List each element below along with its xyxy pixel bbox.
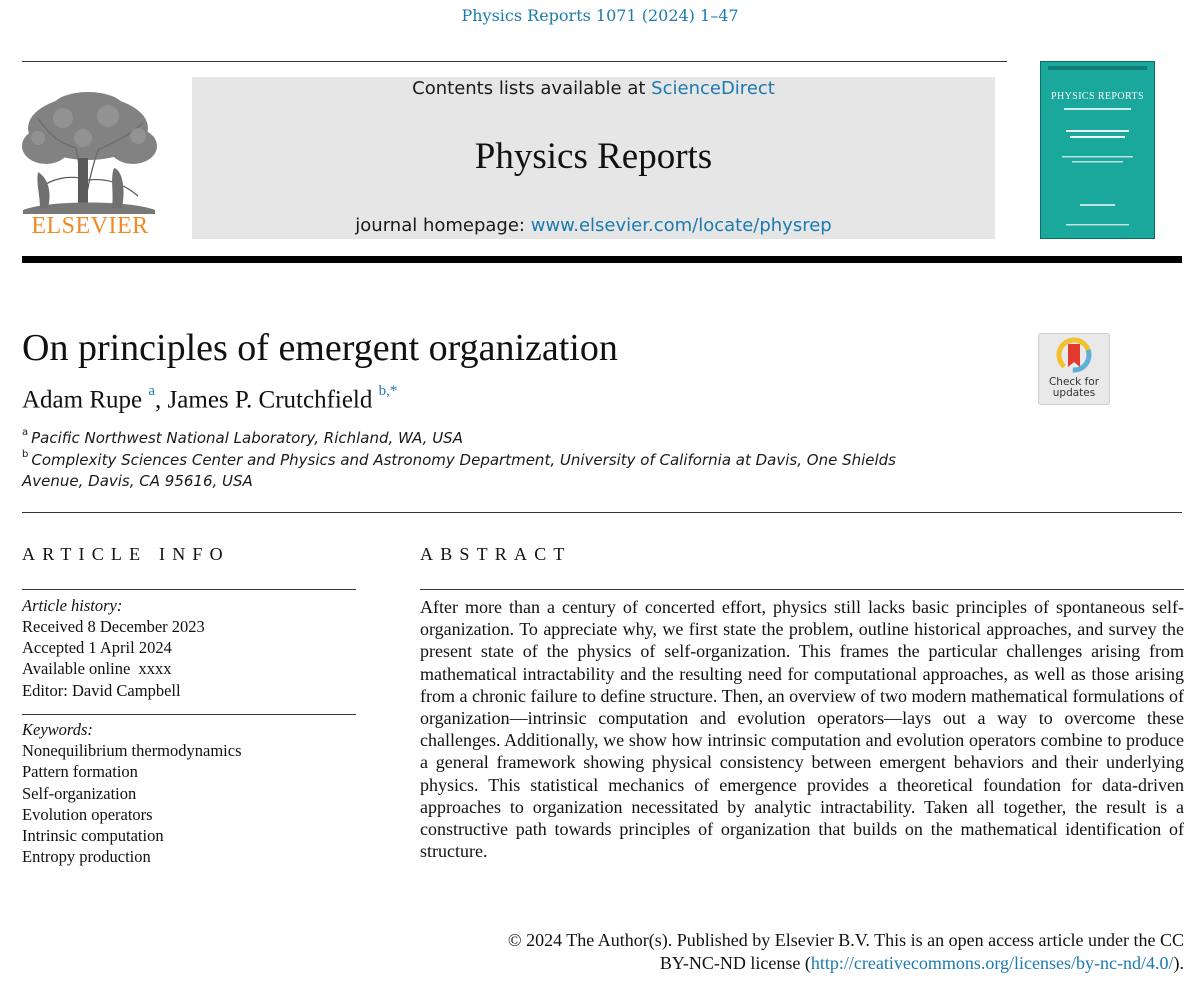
- contents-prefix: Contents lists available at: [412, 78, 652, 99]
- journal-citation[interactable]: Physics Reports 1071 (2024) 1–47: [461, 6, 739, 25]
- copyright-line: © 2024 The Author(s). Published by Elsevier B.V. This is an open access article under the CC: [507, 930, 1184, 950]
- keyword-item: Evolution operators: [22, 805, 153, 824]
- elsevier-wordmark: ELSEVIER: [31, 213, 149, 239]
- keyword-item: Nonequilibrium thermodynamics: [22, 741, 242, 760]
- affiliation-a: [22, 429, 463, 447]
- keywords-divider: [22, 714, 356, 715]
- top-divider: [22, 61, 1007, 62]
- affiliation-text: Pacific Northwest National Laboratory, Richland, WA, USA: [31, 429, 463, 447]
- license-prefix: BY-NC-ND license (: [659, 952, 811, 973]
- history-accepted: Accepted 1 April 2024: [22, 638, 172, 657]
- header-thick-divider: [22, 256, 1182, 263]
- keyword-item: Self-organization: [22, 784, 137, 803]
- sciencedirect-link[interactable]: ScienceDirect: [651, 78, 775, 99]
- article-title: On principles of emergent organization: [22, 327, 618, 369]
- author-separator: ,: [155, 386, 168, 414]
- license-suffix: ).: [1173, 952, 1184, 973]
- history-received: Received 8 December 2023: [22, 617, 205, 636]
- keyword-item: Pattern formation: [22, 762, 138, 781]
- license-link[interactable]: http://creativecommons.org/licenses/by-nc-nd/4.0/: [810, 952, 1174, 973]
- journal-homepage-link[interactable]: www.elsevier.com/locate/physrep: [530, 215, 832, 236]
- author-list: [22, 383, 398, 414]
- section-divider: [22, 512, 1182, 513]
- author-name[interactable]: Adam Rupe: [22, 386, 143, 414]
- author-affiliation-marker[interactable]: a: [148, 383, 156, 399]
- check-for-updates-label: Check for updates: [1048, 376, 1100, 399]
- homepage-prefix: journal homepage:: [355, 215, 531, 236]
- author-affiliation-marker[interactable]: b,*: [378, 383, 398, 399]
- history-editor: Editor: David Campbell: [22, 681, 181, 700]
- cover-title: PHYSICS REPORTS: [1051, 91, 1144, 102]
- contents-line: [192, 78, 995, 99]
- abstract-divider: [420, 589, 1184, 590]
- abstract-heading: ABSTRACT: [420, 544, 572, 564]
- affiliation-text: Complexity Sciences Center and Physics and Astronomy Department, University of California at Davis, One Shields: [31, 451, 896, 469]
- affiliation-marker: a: [22, 427, 29, 438]
- homepage-line: [192, 215, 995, 236]
- copyright-notice: [420, 929, 1184, 974]
- affiliation-b-continued: Avenue, Davis, CA 95616, USA: [22, 472, 253, 490]
- article-history-label: Article history:: [22, 596, 123, 615]
- journal-title: Physics Reports: [474, 136, 713, 177]
- history-available-online: Available online xxxx: [22, 659, 172, 678]
- article-info-heading: ARTICLE INFO: [22, 544, 230, 564]
- keywords-label: Keywords:: [22, 720, 93, 739]
- keyword-item: Entropy production: [22, 847, 151, 866]
- cover-decoration: [1044, 64, 1151, 236]
- affiliation-marker: b: [22, 449, 29, 460]
- article-info-divider: [22, 589, 356, 590]
- check-for-updates-icon: [1056, 337, 1092, 375]
- affiliation-b: [22, 451, 896, 469]
- keyword-item: Intrinsic computation: [22, 826, 164, 845]
- author-name[interactable]: James P. Crutchfield: [167, 386, 373, 414]
- abstract-body: After more than a century of concerted effort, physics still lacks basic principles of spontaneous self-organization. To appreciate why, we first state the problem, outline historical approaches, and survey the present state of the physics of self-organization. This frames the particular challenges arising from mathematical intractability and the resulting need for computational approaches, as well as those arising from a chronic failure to define structure. Then, an overview of two modern mathematical formulations of organization—intrinsic computation and evolution operators—lays out a way to overcome these challenges. Additionally, we show how intrinsic computation and evolution operators combine to produce a general framework showing physical consistency between emergent behaviors and their underlying physics. This statistical mechanics of emergence provides a theoretical foundation for data-driven approaches to organization necessitated by analytic intractability. Taken all together, the result is a constructive path towards principles of organization that builds on the mathematical identification of structure.: [420, 597, 1184, 862]
